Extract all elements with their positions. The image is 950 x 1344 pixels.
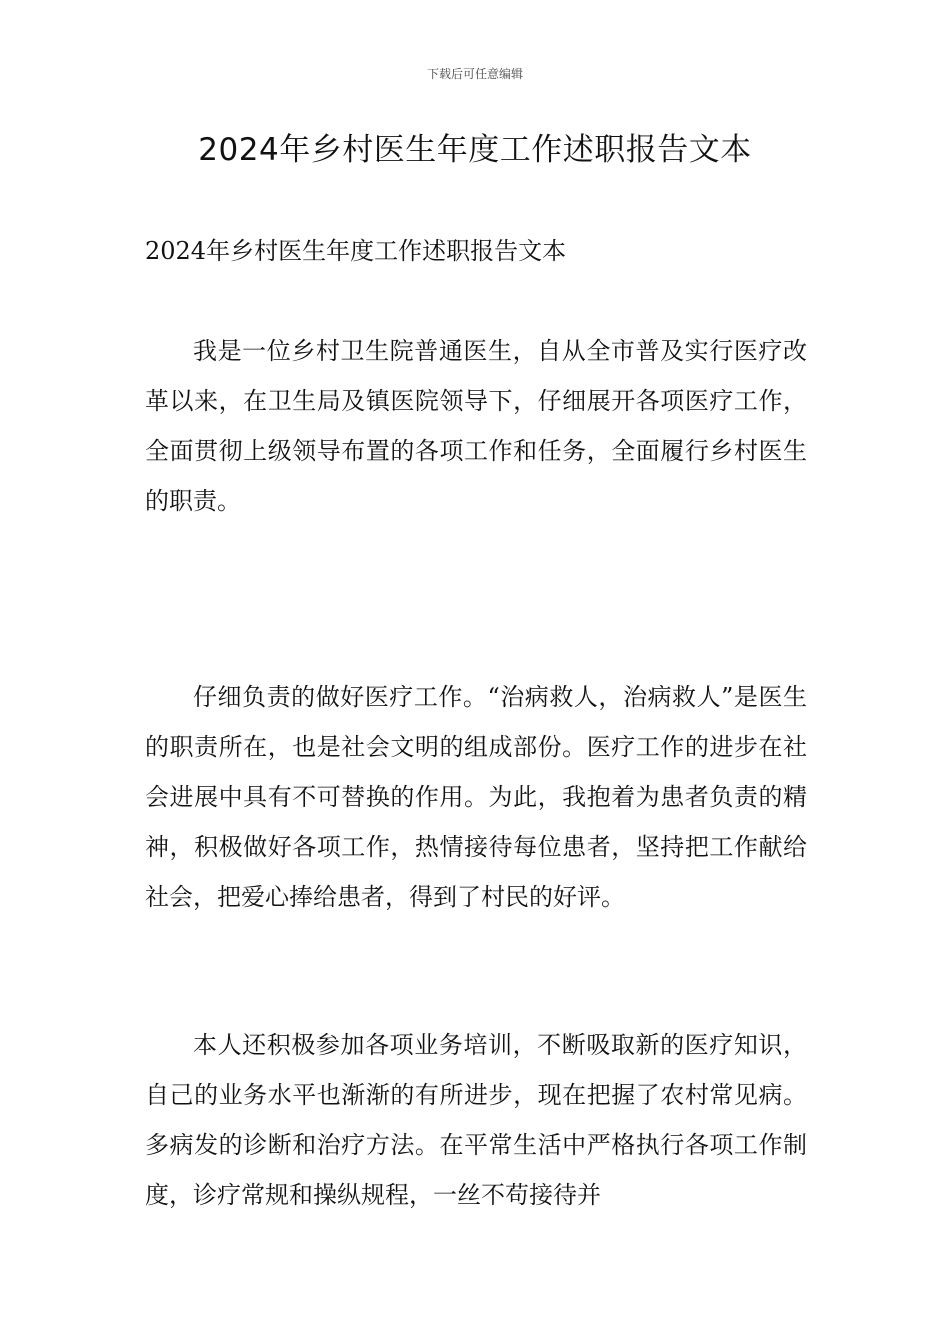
header-note: 下载后可任意编辑 — [426, 67, 523, 81]
document-subtitle: 2024年乡村医生年度工作述职报告文本 — [145, 237, 567, 265]
paragraph-2: 仔细负责的做好医疗工作。“治病救人，治病救人”是医生的职责所在，也是社会文明的组成部份。医疗工作的进步在社会进展中具有不可替换的作用。为此，我抱着为患者负责的精神，积极做好各项工作，热情接待每位患者，坚持把工作献给社会，把爱心捧给患者，得到了村民的好评。 — [145, 683, 807, 911]
paragraph-1: 我是一位乡村卫生院普通医生，自从全市普及实行医疗改革以来，在卫生局及镇医院领导下，仔细展开各项医疗工作，全面贯彻上级领导布置的各项工作和任务，全面履行乡村医生的职责。 — [145, 337, 807, 515]
document-title: 2024年乡村医生年度工作述职报告文本 — [198, 132, 752, 168]
paragraph-3: 本人还积极参加各项业务培训，不断吸取新的医疗知识，自己的业务水平也渐渐的有所进步，现在把握了农村常见病。多病发的诊断和治疗方法。在平常生活中严格执行各项工作制度，诊疗常规和操纵规程，一丝不苟接待并 — [145, 1031, 807, 1209]
